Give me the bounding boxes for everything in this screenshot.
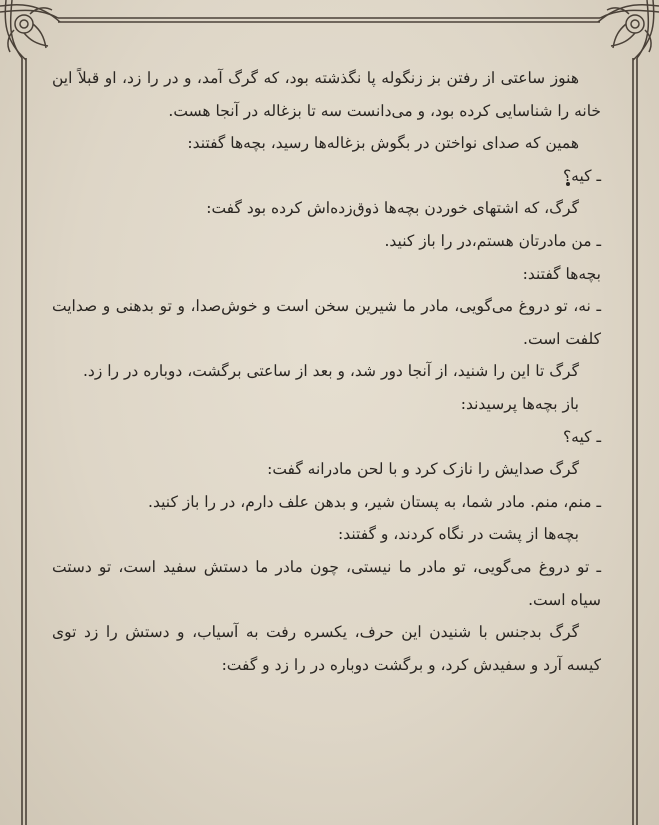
story-text <box>52 62 601 681</box>
paragraph: گرگ صدایش را نازک کرد و با لحن مادرانه گفت: <box>267 460 579 479</box>
dialogue-line: ـ نه، تو دروغ می‌گویی، مادر ما شیرین سخن است و خوش‌صدا، و تو بدهنی و صدایت کلفت است. <box>52 297 601 348</box>
paragraph: گرگ، که اشتهای خوردن بچه‌ها ذوق‌زده‌اش کرده بود گفت: <box>206 199 579 218</box>
dialogue-line: ـ منم، منم. مادر شما، به پستان شیر، و بدهن علف دارم، در را باز کنید. <box>148 492 601 511</box>
paragraph: گرگ تا این را شنید، از آنجا دور شد، و بعد از ساعتی برگشت، دوباره در را زد. <box>82 362 579 381</box>
dialogue-line: ـ کیه؟ <box>562 166 601 185</box>
paragraph: بچه‌ها گفتند: <box>522 264 601 283</box>
dialogue-line: ـ تو دروغ می‌گویی، تو مادر ما نیستی، چون مادر ما دستش سفید است، تو دستت سیاه است. <box>52 557 601 609</box>
paragraph: بچه‌ها از پشت در نگاه کردند، و گفتند: <box>338 525 579 544</box>
paragraph: گرگ بدجنس با شنیدن این حرف، یکسره رفت به آسیاب، و دستش را زد توی کیسه آرد و سفیدش کرد، و برگشت دوباره در را زد و گفت: <box>52 623 601 674</box>
corner-ornament-top-left <box>0 0 60 60</box>
paragraph: باز بچه‌ها پرسیدند: <box>460 394 579 413</box>
dialogue-line: ـ من مادرتان هستم،در را باز کنید. <box>384 231 601 250</box>
paragraph: هنوز ساعتی از رفتن بز زنگوله پا نگذشته بود، که گرگ آمد، و در را زد، او قبلاً این خانه را شناسایی کرده بود، و می‌دانست سه تا بزغاله در آنجا هست. <box>52 69 601 120</box>
corner-ornament-top-right <box>598 0 659 60</box>
paragraph: همین که صدای نواختن در بگوش بزغاله‌ها رسید، بچه‌ها گفتند: <box>187 134 579 153</box>
dialogue-line: ـ کیه؟ <box>562 427 601 446</box>
